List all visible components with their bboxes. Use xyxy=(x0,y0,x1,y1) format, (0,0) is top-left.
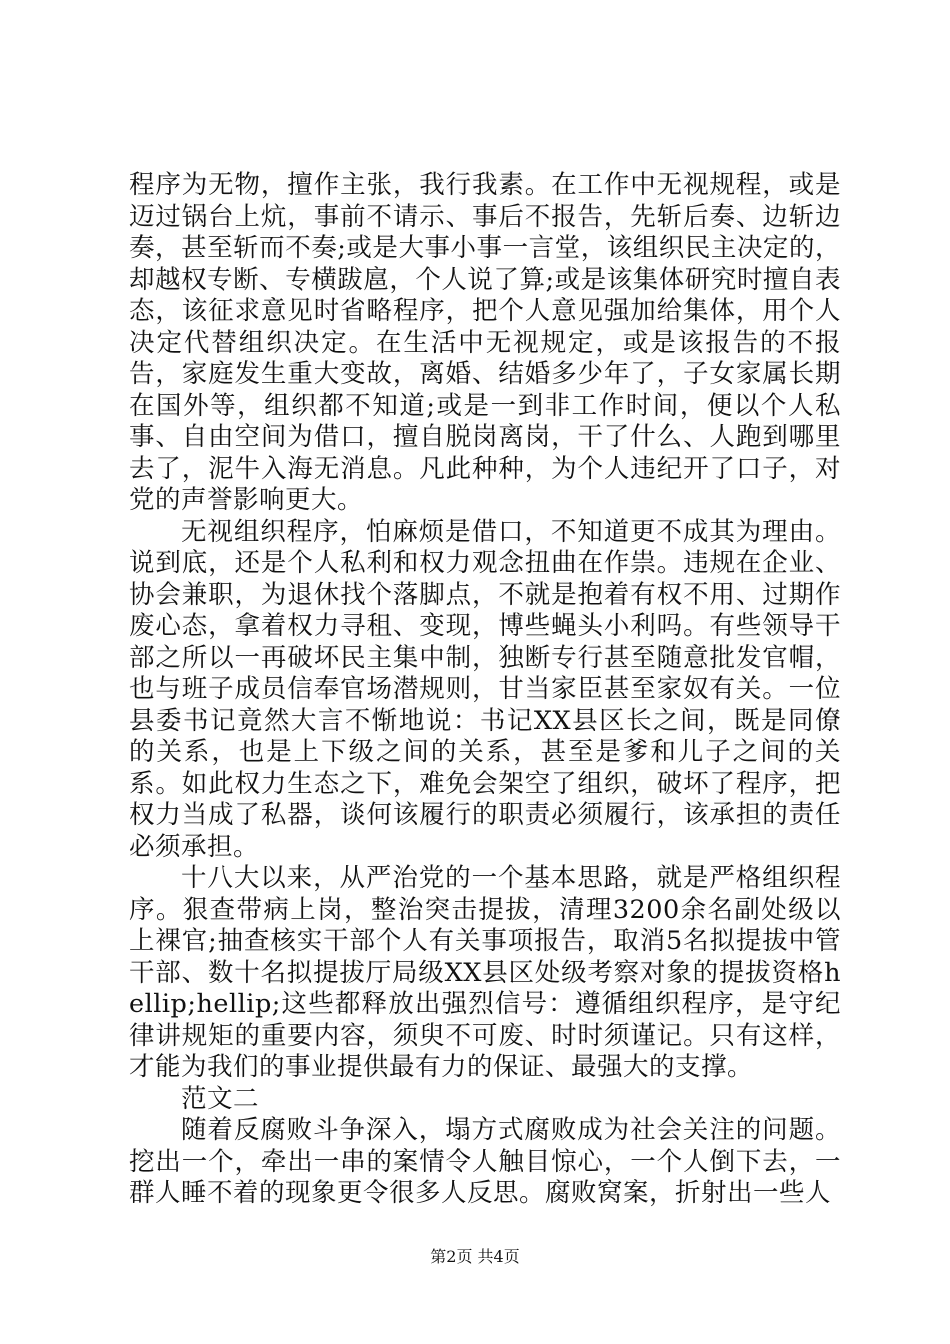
page-number-footer: 第2页 共4页 xyxy=(430,1247,520,1266)
paragraph-4: 随着反腐败斗争深入，塌方式腐败成为社会关注的问题。挖出一个，牵出一串的案情令人触目惊心，一个人倒下去，一群人睡不着的现象更令很多人反思。腐败窝案，折射出一些人 xyxy=(129,1115,841,1208)
paragraph-2: 无视组织程序，怕麻烦是借口，不知道更不成其为理由。说到底，还是个人私利和权力观念扭曲在作祟。违规在企业、协会兼职，为退休找个落脚点，不就是抱着有权不用、过期作废心态，拿着权力寻租、变现，博些蝇头小利吗。有些领导干部之所以一再破坏民主集中制，独断专行甚至随意批发官帽，也与班子成员信奉官场潜规则，甘当家臣甚至家奴有关。一位县委书记竟然大言不惭地说：书记XX县区长之间，既是同僚的关系，也是上下级之间的关系，甚至是爹和儿子之间的关系。如此权力生态之下，难免会架空了组织，破坏了程序，把权力当成了私器，谈何该履行的职责必须履行，该承担的责任必须承担。 xyxy=(129,516,841,862)
section-heading: 范文二 xyxy=(181,1083,260,1114)
paragraph-3: 十八大以来，从严治党的一个基本思路，就是严格组织程序。狠查带病上岗，整治突击提拔，清理3200余名副处级以上裸官;抽查核实干部个人有关事项报告，取消5名拟提拔中管干部、数十名拟提拔厅局级XX县区处级考察对象的提拔资格hellip;hellip;这些都释放出强烈信号：遵循组织程序，是守纪律讲规矩的重要内容，须臾不可废、时时须谨记。只有这样，才能为我们的事业提供最有力的保证、最强大的支撑。 xyxy=(129,863,841,1082)
paragraph-1: 程序为无物，擅作主张，我行我素。在工作中无视规程，或是迈过锅台上炕，事前不请示、事后不报告，先斩后奏、边斩边奏，甚至斩而不奏;或是大事小事一言堂，该组织民主决定的，却越权专断、专横跋扈，个人说了算;或是该集体研究时擅自表态，该征求意见时省略程序，把个人意见强加给集体，用个人决定代替组织决定。在生活中无视规定，或是该报告的不报告，家庭发生重大变故，离婚、结婚多少年了，子女家属长期在国外等，组织都不知道;或是一到非工作时间，便以个人私事、自由空间为借口，擅自脱岗离岗，干了什么、人跑到哪里去了，泥牛入海无消息。凡此种种，为个人违纪开了口子，对党的声誉影响更大。 xyxy=(129,170,841,515)
document-body xyxy=(129,170,841,1210)
